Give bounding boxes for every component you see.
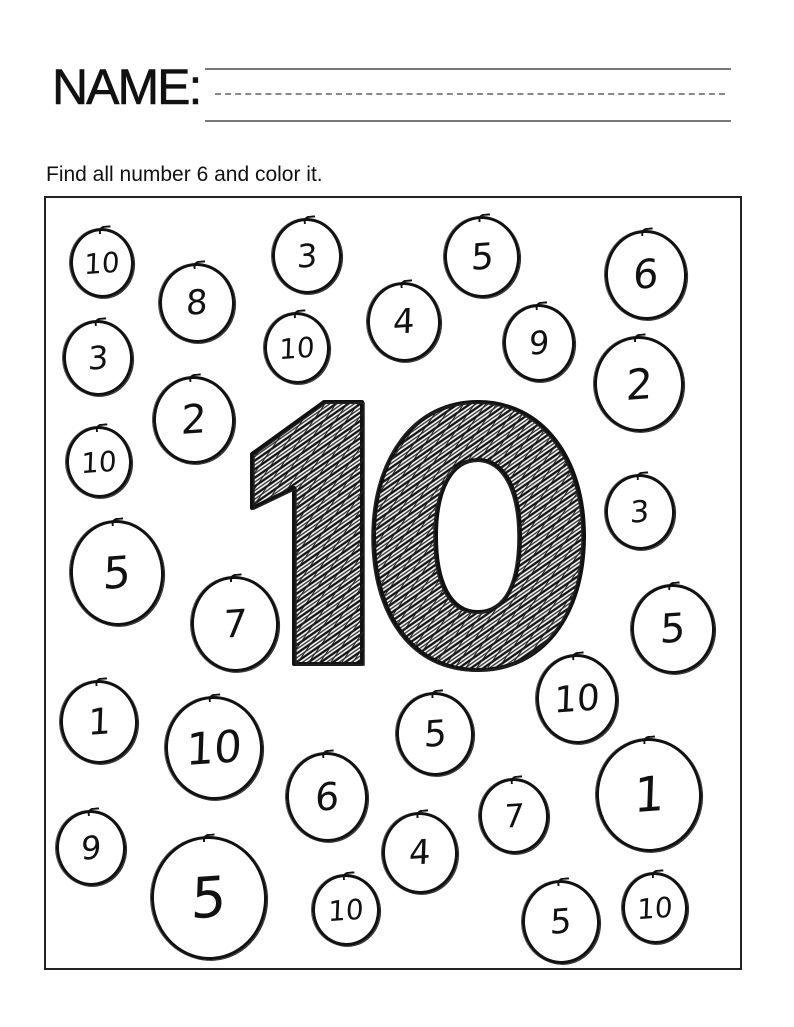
bubble-number: 4 [408,832,432,874]
bubble-number: 2 [180,396,208,445]
bubble-number: 10 [83,245,121,281]
bubble-number: 5 [102,546,132,600]
bubble-number: 8 [185,282,209,324]
bubble-number: 7 [222,601,248,647]
bubble-number: 10 [185,720,243,776]
bubble-number: 3 [296,236,318,276]
name-dashed-midline [215,93,725,95]
bubble-number: 10 [636,890,674,926]
bubble-number: 9 [528,323,550,363]
bubble-number: 5 [422,712,448,756]
name-writing-lines [205,68,731,124]
bubble-number: 10 [553,676,601,722]
bubble-number: 6 [632,251,660,300]
bubble-number: 5 [549,901,573,943]
bubble-number: 1 [632,765,666,825]
big-number-10-graphic [246,396,590,676]
bubble-number: 9 [80,828,102,868]
bubble-number: 3 [629,493,651,531]
name-top-line [205,68,731,70]
bubble-number: 1 [86,700,112,744]
bubble-number: 3 [87,338,109,378]
bubble-number: 10 [80,444,118,480]
bubble-number: 6 [314,774,340,820]
big-digit-zero [372,402,584,671]
instruction-text: Find all number 6 and color it. [46,163,323,186]
bubble-number: 2 [624,358,654,410]
name-baseline [205,120,731,122]
bubble-number: 7 [503,796,525,836]
bubble-number: 10 [327,892,365,928]
bubble-number: 5 [469,235,495,279]
bubble-number: 10 [278,330,316,366]
bubble-number: 5 [659,605,687,654]
name-label: NAME: [52,59,201,115]
bubble-number: 4 [392,301,416,343]
bubble-number: 5 [190,864,228,932]
